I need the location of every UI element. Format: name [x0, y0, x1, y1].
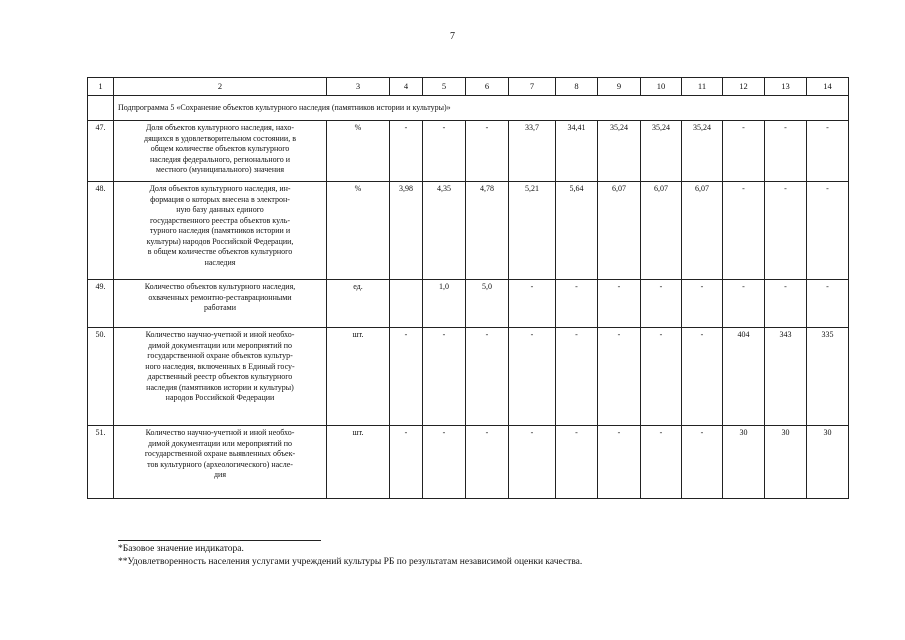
- indicator-name: Доля объектов культурного наследия, нахо- дящихся в удовлетворительном состоянии, в общем количестве объектов культурного наследия федерального, регионального и местного (муниципального) значения: [114, 121, 327, 182]
- header-row: [88, 78, 849, 96]
- row-number: 50.: [88, 328, 114, 426]
- header-cell-3: 3: [327, 78, 390, 96]
- value-cell: -: [466, 328, 509, 426]
- value-cell: -: [509, 280, 556, 328]
- value-cell: 35,24: [682, 121, 723, 182]
- row-number: 49.: [88, 280, 114, 328]
- value-cell: 33,7: [509, 121, 556, 182]
- row-number: 51.: [88, 426, 114, 499]
- value-cell: -: [807, 182, 849, 280]
- value-cell: 3,98: [390, 182, 423, 280]
- indicator-name: Количество научно-учетной и иной необхо- димой документации или мероприятий по государственной охране выявленных объек- тов культурного (археологического) насле- дия: [114, 426, 327, 499]
- indicators-table: [87, 77, 849, 499]
- value-cell: -: [423, 121, 466, 182]
- table-row: [88, 328, 849, 426]
- table-row: [88, 280, 849, 328]
- value-cell: 30: [723, 426, 765, 499]
- row-number: 48.: [88, 182, 114, 280]
- value-cell: 4,78: [466, 182, 509, 280]
- header-cell-12: 12: [723, 78, 765, 96]
- value-cell: -: [723, 182, 765, 280]
- value-cell: -: [641, 280, 682, 328]
- footnotes: [118, 543, 582, 569]
- value-cell: -: [682, 328, 723, 426]
- value-cell: 35,24: [641, 121, 682, 182]
- value-cell: -: [765, 121, 807, 182]
- value-cell: 5,21: [509, 182, 556, 280]
- footnote-1: *Базовое значение индикатора.: [118, 544, 244, 554]
- value-cell: -: [807, 121, 849, 182]
- value-cell: -: [682, 280, 723, 328]
- header-cell-7: 7: [509, 78, 556, 96]
- value-cell: -: [509, 426, 556, 499]
- value-cell: -: [390, 121, 423, 182]
- header-cell-13: 13: [765, 78, 807, 96]
- value-cell: -: [807, 280, 849, 328]
- indicator-name: Количество объектов культурного наследия, охваченных ремонтно-реставрационными работами: [114, 280, 327, 328]
- value-cell: 404: [723, 328, 765, 426]
- header-cell-14: 14: [807, 78, 849, 96]
- header-cell-2: 2: [114, 78, 327, 96]
- unit-cell: шт.: [327, 328, 390, 426]
- table-row: [88, 121, 849, 182]
- footnote-2: **Удовлетворенность населения услугами учреждений культуры РБ по результатам независимой оценки качества.: [118, 557, 583, 567]
- value-cell: -: [466, 426, 509, 499]
- value-cell: -: [641, 426, 682, 499]
- value-cell: -: [556, 426, 598, 499]
- value-cell: 335: [807, 328, 849, 426]
- value-cell: 35,24: [598, 121, 641, 182]
- value-cell: -: [466, 121, 509, 182]
- header-cell-8: 8: [556, 78, 598, 96]
- value-cell: -: [423, 328, 466, 426]
- value-cell: 5,0: [466, 280, 509, 328]
- value-cell: -: [598, 328, 641, 426]
- value-cell: -: [641, 328, 682, 426]
- page-number: 7: [450, 31, 455, 42]
- value-cell: -: [390, 328, 423, 426]
- value-cell: 30: [765, 426, 807, 499]
- indicator-name: Количество научно-учетной и иной необхо- димой документации или мероприятий по государственной охране объектов культур- ного наследия, включенных в Единый госу- дарственный реестр объектов культурного наследия (памятников истории и культуры) народов Российской Федерации: [114, 328, 327, 426]
- header-cell-4: 4: [390, 78, 423, 96]
- table-row: [88, 182, 849, 280]
- empty-cell: [88, 96, 114, 121]
- value-cell: 6,07: [598, 182, 641, 280]
- subprogram-title: Подпрограмма 5 «Сохранение объектов культурного наследия (памятников истории и культуры)»: [114, 96, 849, 121]
- value-cell: -: [682, 426, 723, 499]
- header-cell-6: 6: [466, 78, 509, 96]
- value-cell: -: [423, 426, 466, 499]
- value-cell: -: [765, 182, 807, 280]
- value-cell: 6,07: [641, 182, 682, 280]
- unit-cell: %: [327, 182, 390, 280]
- value-cell: 343: [765, 328, 807, 426]
- value-cell: -: [765, 280, 807, 328]
- unit-cell: ед.: [327, 280, 390, 328]
- value-cell: 34,41: [556, 121, 598, 182]
- indicator-name: Доля объектов культурного наследия, ин- формация о которых внесена в электрон- ную базу данных единого государственного реестра объектов куль- турного наследия (памятников истории и культуры) народов Российской Федерации, в общем количестве объектов культурного наследия: [114, 182, 327, 280]
- header-cell-9: 9: [598, 78, 641, 96]
- header-cell-10: 10: [641, 78, 682, 96]
- row-number: 47.: [88, 121, 114, 182]
- value-cell: -: [556, 328, 598, 426]
- value-cell: -: [509, 328, 556, 426]
- value-cell: [390, 280, 423, 328]
- header-cell-1: 1: [88, 78, 114, 96]
- value-cell: -: [723, 280, 765, 328]
- value-cell: -: [598, 280, 641, 328]
- value-cell: 6,07: [682, 182, 723, 280]
- value-cell: -: [598, 426, 641, 499]
- value-cell: 5,64: [556, 182, 598, 280]
- value-cell: -: [556, 280, 598, 328]
- value-cell: 1,0: [423, 280, 466, 328]
- value-cell: -: [723, 121, 765, 182]
- table-row: [88, 426, 849, 499]
- header-cell-11: 11: [682, 78, 723, 96]
- header-cell-5: 5: [423, 78, 466, 96]
- value-cell: 30: [807, 426, 849, 499]
- value-cell: 4,35: [423, 182, 466, 280]
- unit-cell: шт.: [327, 426, 390, 499]
- subprogram-row: [88, 96, 849, 121]
- value-cell: -: [390, 426, 423, 499]
- footnote-separator: [118, 540, 321, 541]
- unit-cell: %: [327, 121, 390, 182]
